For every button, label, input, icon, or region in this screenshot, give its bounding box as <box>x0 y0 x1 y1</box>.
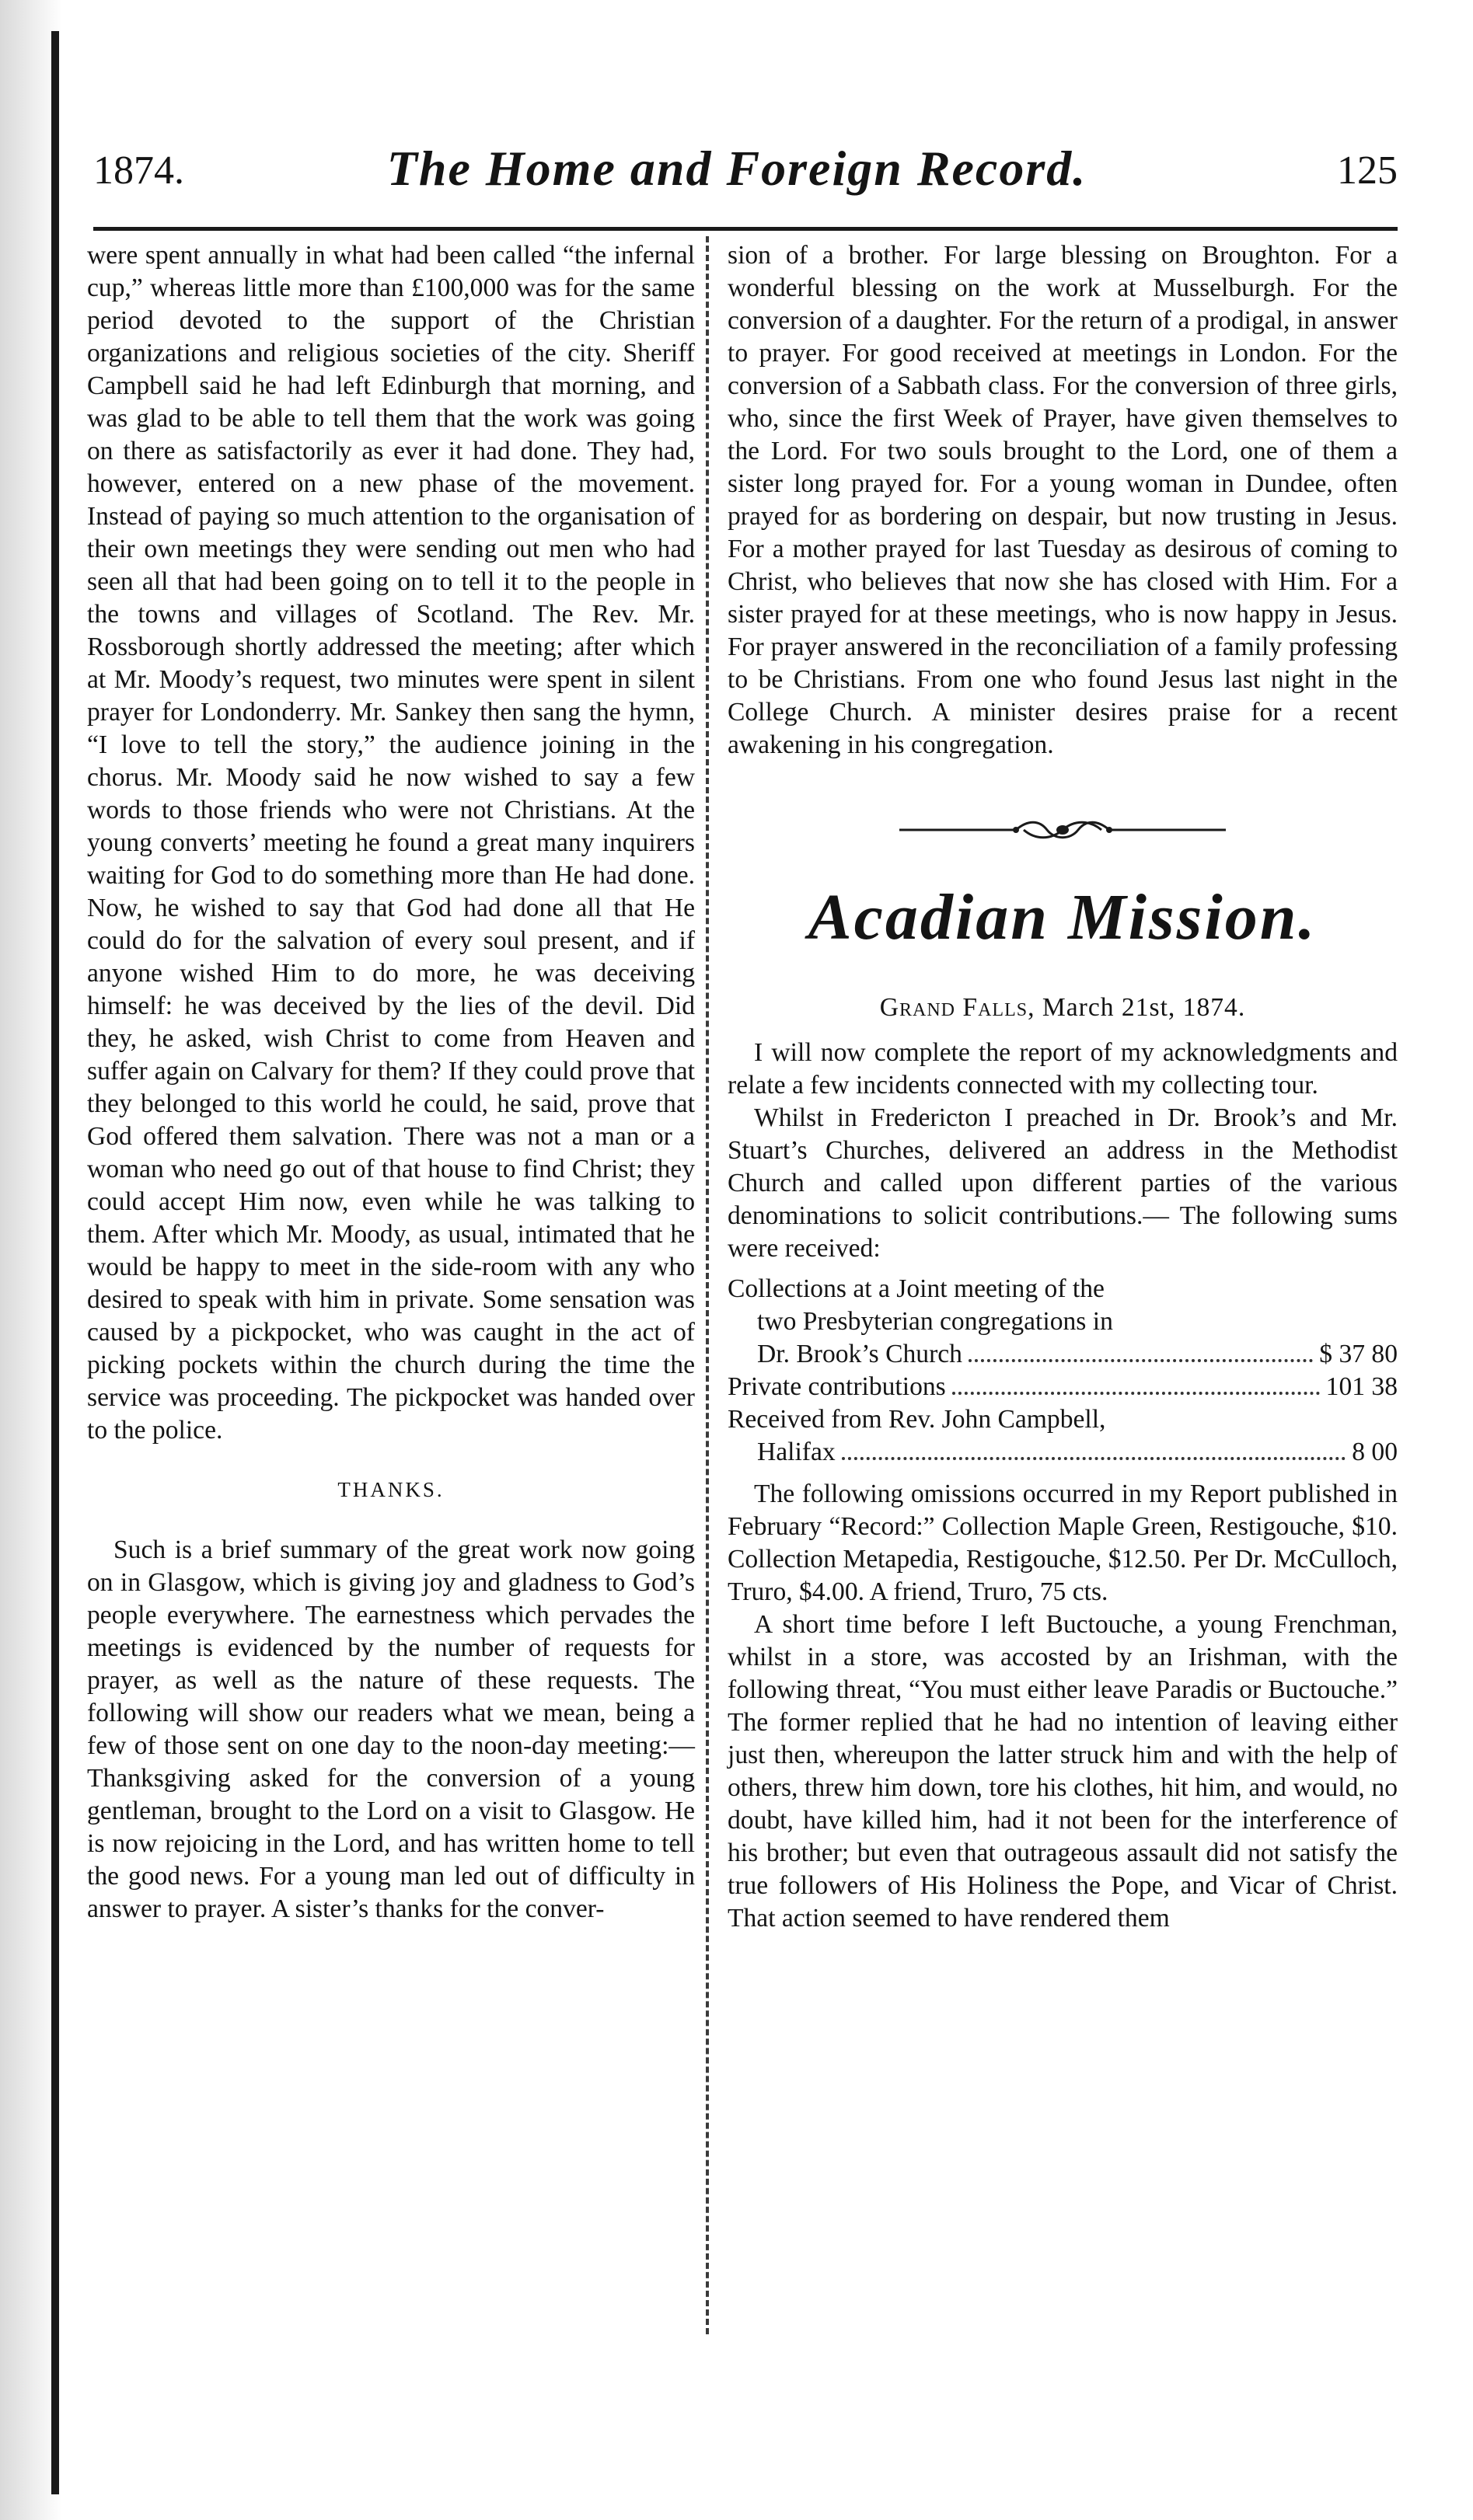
leader-dots <box>952 1392 1320 1395</box>
left-column <box>87 239 695 1926</box>
ledger-row-1 <box>728 1338 1398 1371</box>
thanks-heading: THANKS. <box>337 1478 445 1501</box>
dateline-date: March 21st, 1874. <box>1042 993 1246 1022</box>
header-rule <box>93 227 1398 231</box>
column-divider <box>706 236 709 2334</box>
ledger-item-1-line-1: Collections at a Joint meeting of the <box>728 1274 1105 1303</box>
ledger-item-2-amount: 101 38 <box>1325 1372 1398 1401</box>
contributions-ledger <box>728 1273 1398 1469</box>
ledger-item-3-line-2: Halifax <box>757 1438 836 1466</box>
right-paragraph-5: A short time before I left Buctouche, a young Frenchman, whilst in a store, was accosted by an Irishman, with the following threat, “You must either leave Paradis or Buctouche.” The former replied that he had no intention of leaving either just then, whereupon the latter struck him and with the help of others, threw him down, tore his clothes, hit him, and would, no doubt, have killed him, had it not been for the interference of his brother; but even that outrageous assault did not satisfy the true followers of His Holiness the Pope, and Vicar of Christ. That action seemed to have rendered them <box>728 1610 1398 1933</box>
right-paragraph-1: sion of a brother. For large blessing on Broughton. For a wonderful blessing on the work at Musselburgh. For the conversion of a daughter. For the return of a prodigal, in answer to prayer. For good received at meetings in London. For the conversion of a Sabbath class. For the conversion of three girls, who, since the first Week of Prayer, have given themselves to the Lord. For two souls brought to the Lord, one of them a sister long prayed for. For a young woman in Dundee, often prayed for as bordering on despair, but now trusting in Jesus. For a mother prayed for last Tuesday as desirous of coming to Christ, who believes that now she has closed with Him. For a sister prayed for at these meetings, who is now happy in Jesus. For prayer answered in the reconciliation of a family professing to be Christians. From one who found Jesus last night in the College Church. A minister desires praise for a recent awakening in his congregation. <box>728 241 1398 759</box>
ornament-flourish <box>899 818 1226 842</box>
leader-dots <box>842 1457 1346 1460</box>
running-header <box>76 134 1398 204</box>
left-paragraph-2: Such is a brief summary of the great work now going on in Glasgow, which is giving joy and gladness to God’s people everywhere. The earnestness which pervades the meetings is evidenced by the number of requests for prayer, as well as the nature of these requests. The following will show our readers what we mean, being a few of those sent on one day to the noon-day meeting:—Thanksgiving asked for the conversion of a young gentleman, brought to the Lord on a visit to Glasgow. He is now rejoicing in the Lord, and has written home to tell the good news. For a young man led out of difficulty in answer to prayer. A sister’s thanks for the conver- <box>87 1535 695 1923</box>
ledger-row-3 <box>728 1436 1398 1469</box>
left-paragraph-1: were spent annually in what had been called “the infernal cup,” whereas little more than £100,000 was for the same period devoted to the support of the Christian organizations and religious societies of the city. Sheriff Campbell said he had left Edinburgh that morning, and was glad to be able to tell them that the work was going on there as satisfactorily as ever it had done. They had, however, entered on a new phase of the movement. Instead of paying so much attention to the organisation of their own meetings they were sending out men who had seen all that had been going on to tell it to the people in the towns and villages of Scotland. The Rev. Mr. Rossborough shortly addressed the meeting; after which at Mr. Moody’s request, two minutes were spent in silent prayer for Londonderry. Mr. Sankey then sang the hymn, “I love to tell the story,” the audience joining in the chorus. Mr. Moody said he now wished to say a few words to those friends who were not Christians. At the young converts’ meeting he found a great many inquirers waiting for God to do something more than He had done. Now, he wished to say that God had done all that He could do for the salvation of every soul present, and if anyone wished Him to do more, he was deceiving himself: he was deceived by the lies of the devil. Did they, he asked, wish Christ to come from Heaven and suffer again on Calvary for them? If they could prove that they belonged to this world he could, he said, prove that God offered them salvation. There was not a man or a woman who need go out of that house to find Christ; they could accept Him now, even while he was talking to them. After which Mr. Moody, as usual, intimated that he would be happy to meet in the side-room with any who desired to speak with him in private. Some sensation was caused by a pickpocket, who was caught in the act of picking pockets within the church during the time the service was proceeding. The pickpocket was handed over to the police. <box>87 241 695 1445</box>
ledger-item-3-amount: 8 00 <box>1352 1438 1398 1466</box>
dateline <box>728 992 1398 1024</box>
ledger-row-2 <box>728 1371 1398 1403</box>
ledger-item-3-line-1: Received from Rev. John Campbell, <box>728 1405 1106 1434</box>
right-paragraph-4: The following omissions occurred in my Report published in February “Record:” Collection Maple Green, Restigouche, $10. Collection Metapedia, Restigouche, $12.50. Per Dr. McCulloch, Truro, $4.00. A friend, Truro, 75 cts. <box>728 1480 1398 1606</box>
ledger-item-2-label: Private contributions <box>728 1372 946 1401</box>
page-number: 125 <box>1337 148 1398 193</box>
ledger-item-1-line-3: Dr. Brook’s Church <box>757 1340 962 1368</box>
section-title: Acadian Mission. <box>808 881 1318 953</box>
right-paragraph-3: Whilst in Fredericton I preached in Dr. Brook’s and Mr. Stuart’s Churches, delivered an address in the Methodist Church and called upon different parties of the various denominations to solicit contributions.— The following sums were received: <box>728 1103 1398 1263</box>
ornament-divider <box>728 817 1398 841</box>
page <box>76 0 1398 2520</box>
binding-shadow-line <box>51 31 59 2494</box>
right-paragraph-2: I will now complete the report of my acknowledgments and relate a few incidents connected with my collecting tour. <box>728 1038 1398 1100</box>
ledger-item-1-line-2: two Presbyterian congregations in <box>757 1307 1113 1336</box>
ledger-item-1-amount: $ 37 80 <box>1319 1340 1398 1368</box>
dateline-place: Grand Falls, <box>879 993 1035 1022</box>
header-year: 1874. <box>93 148 184 193</box>
leader-dots <box>969 1359 1313 1362</box>
header-title: The Home and Foreign Record. <box>386 141 1087 196</box>
right-column <box>728 239 1398 1935</box>
